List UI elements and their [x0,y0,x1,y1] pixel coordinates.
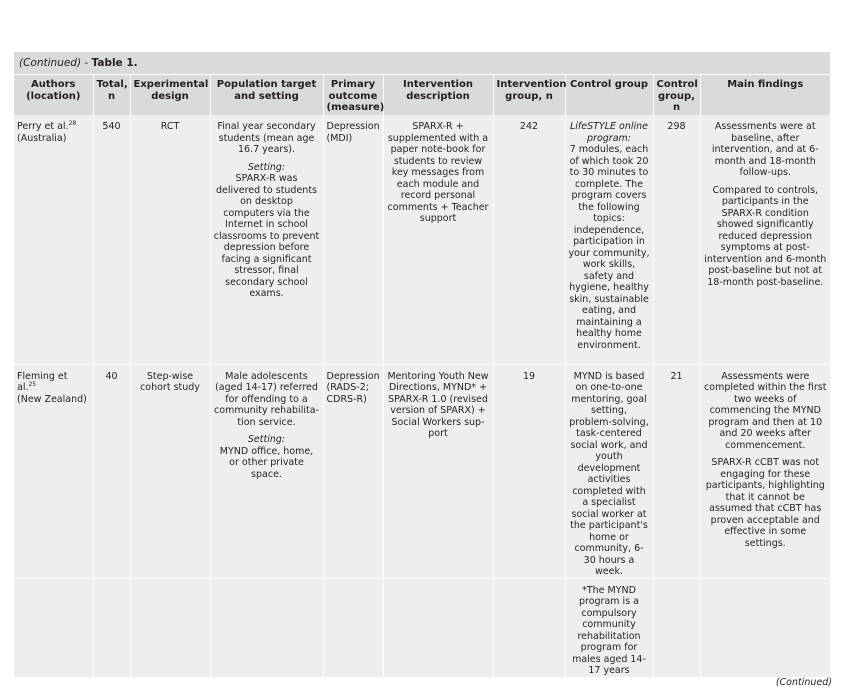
cell-empty [493,578,565,677]
cell-control [565,115,653,364]
data-table [14,75,830,677]
cell-control-n: 21 [653,364,700,578]
author-name: Fleming et al. [17,370,68,393]
cell-empty [653,578,700,677]
cell-findings [700,364,830,578]
author-ref: 25 [28,380,37,388]
cell-total: 540 [93,115,130,364]
footer-continued: (Continued) [775,677,832,688]
cell-design: Step-wise cohort study [130,364,210,578]
cell-findings [700,115,830,364]
findings-1: Assessments were at baseline, after intervention, and at 6-month and 18-month follow-ups. [711,121,819,178]
header-population: Population target and setting [210,75,323,115]
header-design: Experimental design [130,75,210,115]
cell-population [210,115,323,364]
cell-outcome: Depression (MDI) [323,115,383,364]
author-name: Perry et al. [17,121,69,132]
control-program-name: LifeSTYLE online program: [569,121,649,144]
findings-2: Compared to controls, participants in the SPARX-R condition showed significantly reduced depression symptoms at post-intervention and 6-month post-baseline but not at 18-month post-baseline. [704,184,827,288]
table-caption [14,52,830,75]
findings-2: SPARX-R cCBT was not engaging for these participants, highlighting that it cannot be assumed that cCBT has proven acceptable and effective in some settings. [705,457,825,549]
caption-continued: (Continued) [19,57,82,69]
cell-intervention-n: 242 [493,115,565,364]
setting-text: SPARX-R was delivered to students on desktop computers via the Internet in school classrooms to prevent depression before facing a significant stressor, final secondary school exams. [213,173,320,299]
header-control: Control group [565,75,653,115]
cell-author [14,364,93,578]
header-intervention: Intervention description [383,75,493,115]
cell-empty [323,578,383,677]
cell-author [14,115,93,364]
setting-label: Setting: [247,434,286,445]
cell-intervention: Mentoring Youth New Directions, MYND* + SPARX-R 1.0 (revised version of SPARX) + Social Workers sup-port [383,364,493,578]
cell-empty [130,578,210,677]
cell-outcome: Depression (RADS-2; CDRS-R) [323,364,383,578]
header-authors: Authors (location) [14,75,93,115]
population-text: Male adolescents (aged 14-17) referred for offending to a community rehabilita-tion service. [214,370,319,428]
author-ref: 28 [68,119,77,127]
author-location: (New Zealand) [17,393,87,405]
cell-intervention-n: 19 [493,364,565,578]
header-control-n: Control group, n [653,75,700,115]
author-location: (Australia) [17,132,67,144]
cell-population [210,364,323,578]
control-text: MYND is based on one-to-one mentoring, goal setting, problem-solving, task-centered social work, and youth development activities completed with a specialist social worker at the participant's home or community, 6-30 hours a week. [569,370,649,577]
table-row [14,115,830,364]
header-row [14,75,830,115]
cell-intervention: SPARX-R + supplemented with a paper note-book for students to review key messages from each module and record personal comments + Teacher support [383,115,493,364]
cell-control-footnote: *The MYND program is a compulsory community rehabilitation program for males aged 14-17 years [565,578,653,677]
cell-empty [14,578,93,677]
header-outcome: Primary outcome (measure) [323,75,383,115]
cell-control [565,364,653,578]
caption-title: Table 1. [91,57,138,69]
cell-total: 40 [93,364,130,578]
setting-label: Setting: [247,161,286,173]
header-findings: Main findings [727,79,804,90]
cell-empty [700,578,830,677]
findings-1: Assessments were completed within the first two weeks of commencing the MYND program and then at 10 and 20 weeks after commencement. [704,370,827,451]
header-total: Total, n [93,75,130,115]
cell-empty [93,578,130,677]
population-text: Final year secondary students (mean age 16.7 years). [217,121,316,155]
cell-empty [383,578,493,677]
cell-empty [210,578,323,677]
cell-design: RCT [130,115,210,364]
table-container [14,52,830,677]
cell-control-n: 298 [653,115,700,364]
header-intervention-n: Intervention group, n [493,75,565,115]
control-text: 7 modules, each of which took 20 to 30 minutes to complete. The program covers the following topics: independence, participation in your community, work skills, safety and hygiene, healthy skin, sustainable eating, and maintaining a healthy home environment. [568,144,650,351]
caption-separator: - [81,57,92,69]
table-row-footnote [14,578,830,677]
setting-text: MYND office, home, or other private space. [219,445,314,480]
table-row [14,364,830,578]
